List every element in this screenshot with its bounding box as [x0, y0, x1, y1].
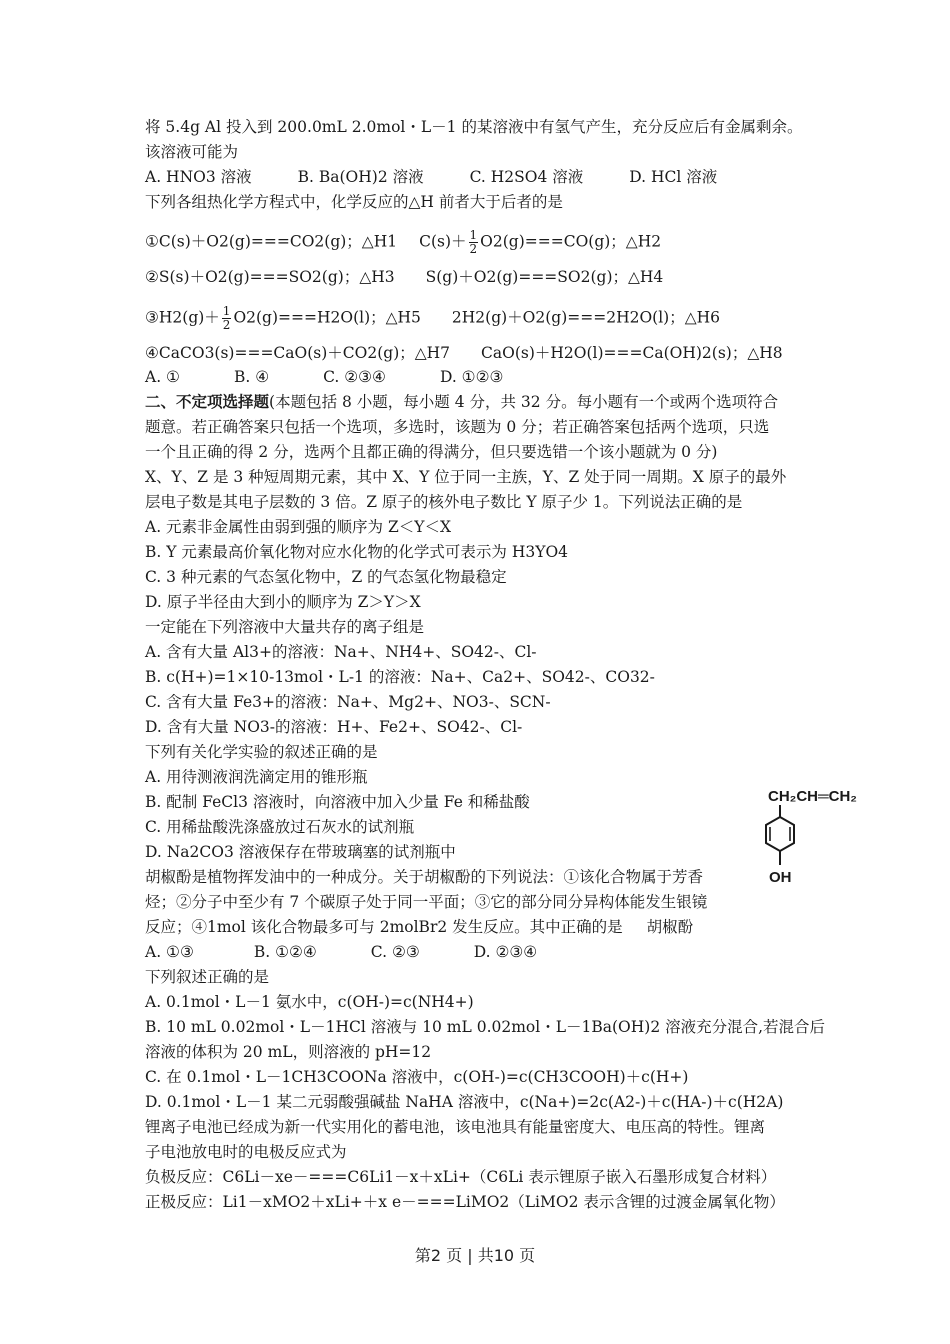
section2-header	[145, 391, 778, 413]
allyl-group-label: CH₂CH═CH₂	[768, 788, 857, 805]
option-c: C. ②③	[370, 943, 420, 961]
q-xyz-b: B. Y 元素最高价氧化物对应水化物的化学式可表示为 H3YO4	[145, 543, 569, 561]
q-al-line2: 该溶液可能为	[145, 143, 239, 161]
structure-caption: 胡椒酚	[646, 918, 694, 936]
q-ions-d: D. 含有大量 NO3-的溶液：H+、Fe2+、SO42-、Cl-	[145, 718, 523, 736]
option-d: D. HCl 溶液	[629, 168, 718, 186]
q-exp-stem: 下列有关化学实验的叙述正确的是	[145, 743, 378, 761]
q-xyz-d: D. 原子半径由大到小的顺序为 Z＞Y＞X	[145, 593, 421, 611]
option-a: A. ①	[145, 368, 180, 386]
q-phenol-line2: 烃；②分子中至少有 7 个碳原子处于同一平面；③它的部分同分异构体能发生银镜	[145, 893, 708, 911]
eq3a-post: O2(g)===H2O(l)；△H5 2H2(g)＋O2(g)===2H2O(l)；△H6	[233, 308, 721, 327]
section-desc-1: (本题包括 8 小题，每小题 4 分，共 32 分。每小题有一个或两个选项符合	[269, 393, 779, 411]
q-li-line2: 子电池放电时的电极反应式为	[145, 1143, 347, 1161]
q-exp-a: A. 用待测液润洗滴定用的锥形瓶	[145, 768, 368, 786]
option-d: D. ①②③	[439, 368, 504, 386]
q-xyz-c: C. 3 种元素的气态氢化物中，Z 的气态氢化物最稳定	[145, 568, 507, 586]
q-ions-a: A. 含有大量 Al3+的溶液：Na+、NH4+、SO42-、Cl-	[145, 643, 537, 661]
q-sol-c: C. 在 0.1mol・L－1CH3COONa 溶液中，c(OH-)=c(CH3COOH)＋c(H+)	[145, 1068, 689, 1086]
option-b: B. ①②④	[253, 943, 317, 961]
page-footer: 第2 页 | 共10 页	[414, 1246, 536, 1265]
section2-line2: 题意。若正确答案只包括一个选项，多选时，该题为 0 分；若正确答案包括两个选项，只选	[145, 418, 770, 436]
eq1a: ①C(s)＋O2(g)===CO2(g)；△H1	[145, 232, 398, 251]
option-a: A. ①③	[145, 943, 194, 961]
q-dh-options	[145, 366, 503, 388]
q-dh-eq2: ②S(s)＋O2(g)===SO2(g)；△H3 S(g)＋O2(g)===SO2(g)；△H4	[145, 268, 664, 286]
q-xyz-line2: 层电子数是其电子层数的 3 倍。Z 原子的核外电子数比 Y 原子少 1。下列说法正确的是	[145, 493, 743, 511]
option-d: D. ②③④	[473, 943, 538, 961]
q-phenol-line3	[145, 916, 693, 938]
q-li-line1: 锂离子电池已经成为新一代实用化的蓄电池，该电池具有能量密度大、电压高的特性。锂离	[145, 1118, 766, 1136]
eq3a-pre: ③H2(g)＋	[145, 308, 220, 327]
option-a: A. HNO3 溶液	[145, 168, 252, 186]
option-b: B. ④	[233, 368, 270, 386]
q-dh-stem: 下列各组热化学方程式中，化学反应的△H 前者大于后者的是	[145, 193, 563, 211]
q-li-positive: 正极反应：Li1－xMO2＋xLi+＋x e－===LiMO2（LiMO2 表示含锂的过渡金属氧化物）	[145, 1193, 785, 1211]
fraction-half: $\frac{1}{2}$	[222, 304, 231, 332]
q-xyz-line1: X、Y、Z 是 3 种短周期元素，其中 X、Y 位于同一主族，Y、Z 处于同一周期。X 原子的最外	[145, 468, 787, 486]
option-b: B. Ba(OH)2 溶液	[297, 168, 424, 186]
q-xyz-a: A. 元素非金属性由弱到强的顺序为 Z＜Y＜X	[145, 518, 452, 536]
q-sol-b1: B. 10 mL 0.02mol・L－1HCl 溶液与 10 mL 0.02mol・L－1Ba(OH)2 溶液充分混合,若混合后	[145, 1018, 826, 1036]
q-sol-a: A. 0.1mol・L－1 氨水中，c(OH-)=c(NH4+)	[145, 993, 474, 1011]
q-sol-b2: 溶液的体积为 20 mL，则溶液的 pH=12	[145, 1043, 432, 1061]
q-dh-eq3	[145, 305, 720, 332]
phenol-stem-end: 反应；④1mol 该化合物最多可与 2molBr2 发生反应。其中正确的是	[145, 918, 623, 936]
hydroxyl-label: OH	[769, 869, 792, 886]
q-phenol-line1: 胡椒酚是植物挥发油中的一种成分。关于胡椒酚的下列说法：①该化合物属于芳香	[145, 868, 704, 886]
option-c: C. ②③④	[323, 368, 386, 386]
q-sol-d: D. 0.1mol・L－1 某二元弱酸强碱盐 NaHA 溶液中，c(Na+)=2c(A2-)＋c(HA-)＋c(H2A)	[145, 1093, 784, 1111]
q-al-line1: 将 5.4g Al 投入到 200.0mL 2.0mol・L－1 的某溶液中有氢气产生，充分反应后有金属剩余。	[145, 118, 803, 136]
fraction-half: $\frac{1}{2}$	[469, 228, 478, 256]
q-al-options	[145, 166, 717, 188]
q-ions-stem: 一定能在下列溶液中大量共存的离子组是	[145, 618, 425, 636]
q-li-negative: 负极反应：C6Li－xe－===C6Li1－x＋xLi+（C6Li 表示锂原子嵌入石墨形成复合材料）	[145, 1168, 777, 1186]
chavicol-structure	[760, 783, 890, 898]
q-sol-stem: 下列叙述正确的是	[145, 968, 270, 986]
q-ions-b: B. c(H+)=1×10-13mol・L-1 的溶液：Na+、Ca2+、SO42-、CO32-	[145, 668, 655, 686]
q-exp-c: C. 用稀盐酸洗涤盛放过石灰水的试剂瓶	[145, 818, 415, 836]
q-exp-b: B. 配制 FeCl3 溶液时，向溶液中加入少量 Fe 和稀盐酸	[145, 793, 530, 811]
q-ions-c: C. 含有大量 Fe3+的溶液：Na+、Mg2+、NO3-、SCN-	[145, 693, 551, 711]
eq1b-post: O2(g)===CO(g)；△H2	[480, 232, 662, 251]
q-dh-eq1	[145, 229, 661, 256]
section2-line3: 一个且正确的得 2 分，选两个且都正确的得满分，但只要选错一个该小题就为 0 分)	[145, 443, 718, 461]
eq1b-pre: C(s)＋	[419, 232, 467, 251]
section-title: 二、不定项选择题	[145, 392, 270, 411]
option-c: C. H2SO4 溶液	[469, 168, 584, 186]
q-phenol-options	[145, 941, 537, 963]
q-exp-d: D. Na2CO3 溶液保存在带玻璃塞的试剂瓶中	[145, 843, 456, 861]
q-dh-eq4: ④CaCO3(s)===CaO(s)＋CO2(g)；△H7 CaO(s)＋H2O(l)===Ca(OH)2(s)；△H8	[145, 344, 783, 362]
